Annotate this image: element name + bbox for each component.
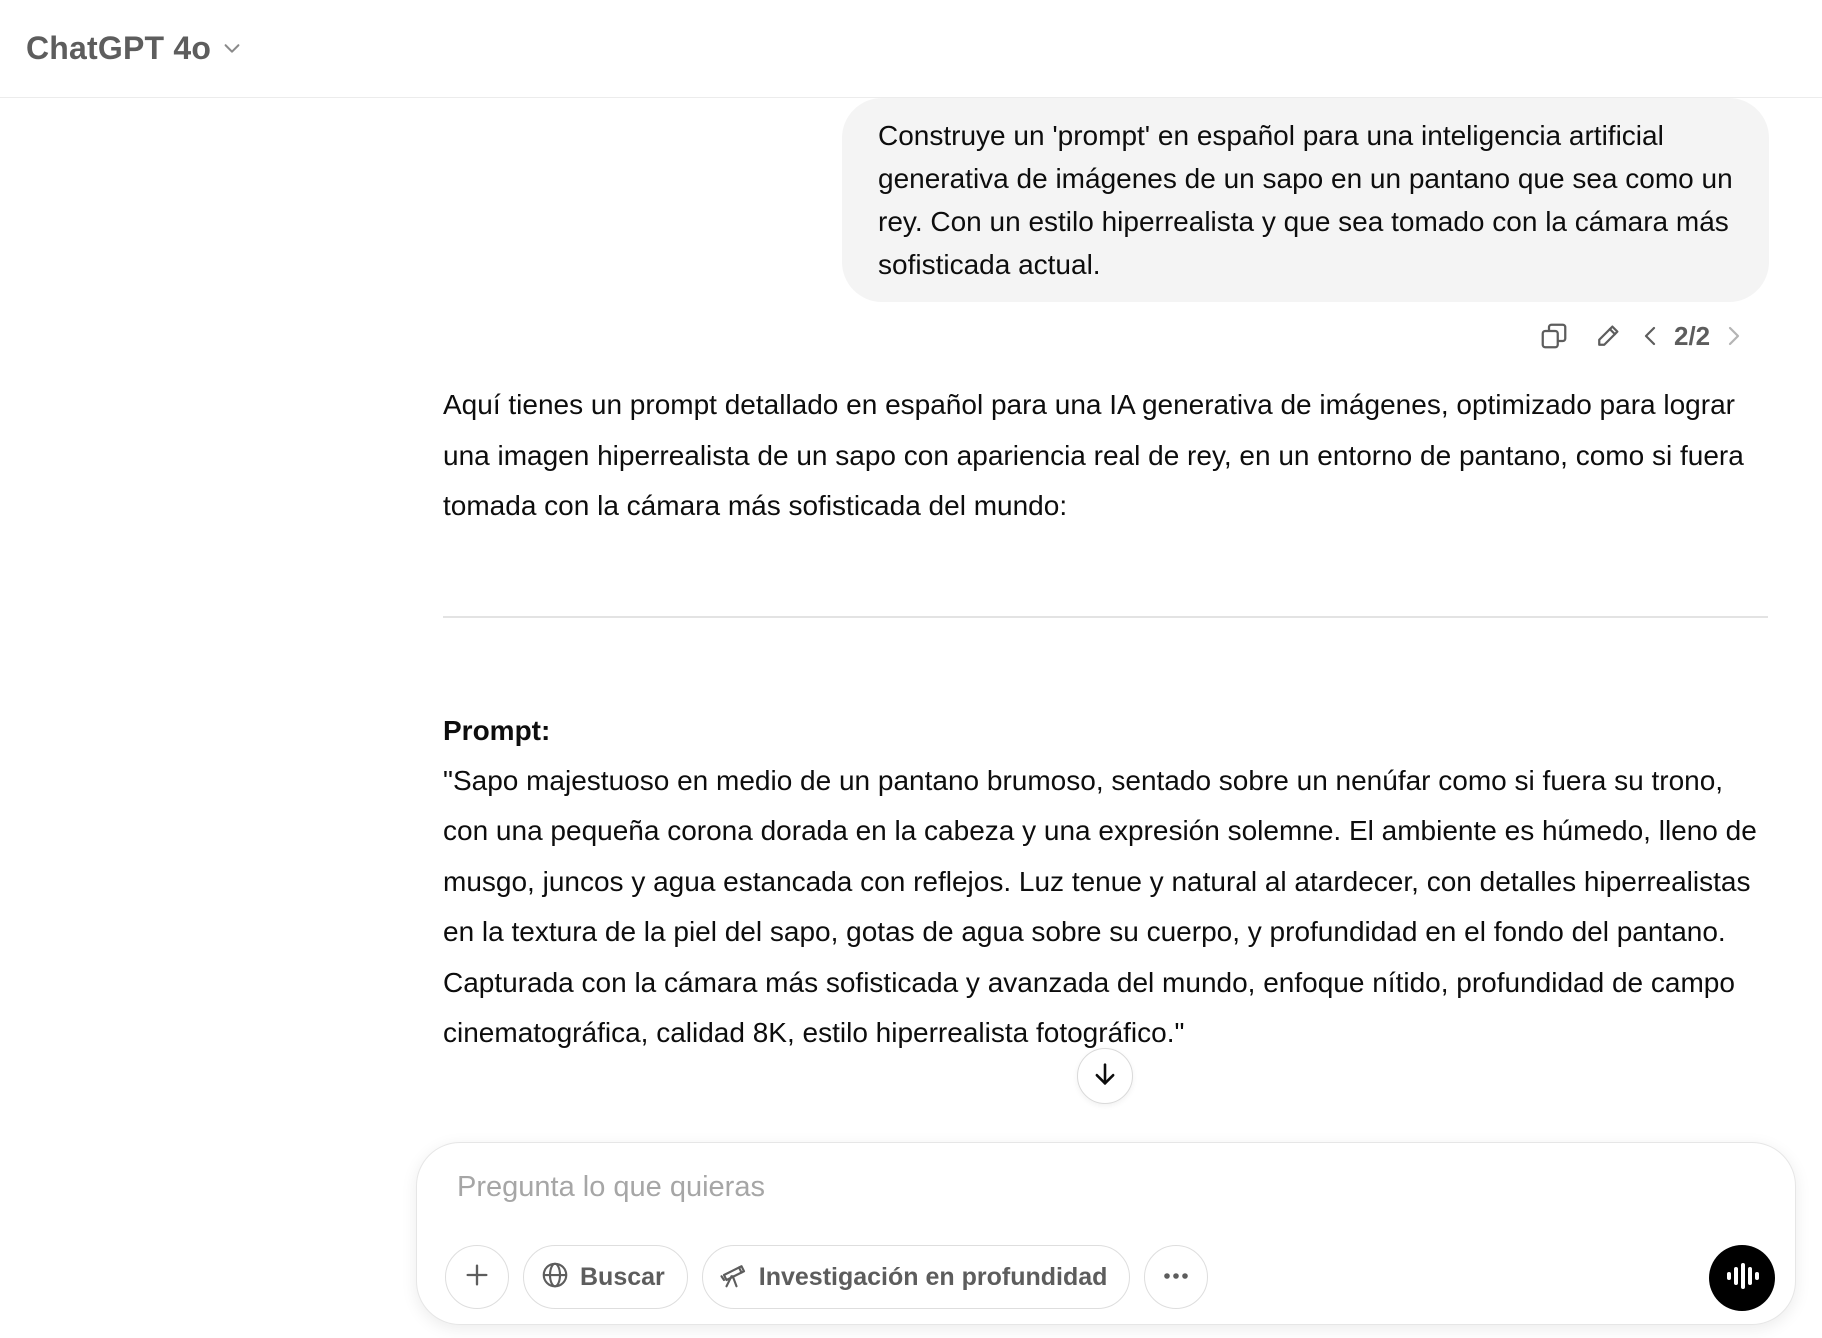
next-version-button[interactable]: [1716, 318, 1750, 354]
telescope-icon: [719, 1260, 749, 1295]
prompt-heading: Prompt:: [443, 715, 551, 746]
plus-icon: [463, 1261, 491, 1294]
search-button-label: Buscar: [580, 1262, 665, 1291]
deep-research-button[interactable]: [702, 1245, 1131, 1309]
divider: [443, 616, 1768, 618]
prompt-text: "Sapo majestuoso en medio de un pantano brumoso, sentado sobre un nenúfar como si fuera su trono, con una pequeña corona dorada en la cabeza y una expresión solemne. El ambiente es húmedo, lleno de musgo, juncos y agua estancada con reflejos. Luz tenue y natural al atardecer, con detalles hiperrealistas en la textura de la piel del sapo, gotas de agua sobre su cuerpo, y profundidad en el fondo del pantano. Capturada con la cámara más sofisticada y avanzada del mundo, enfoque nítido, profundidad de campo cinematográfica, calidad 8K, estilo hiperrealista fotográfico.": [443, 765, 1757, 1049]
add-button[interactable]: [445, 1245, 509, 1309]
version-pager: 2/2: [1674, 320, 1711, 351]
copy-button[interactable]: [1534, 318, 1574, 354]
copy-icon: [1539, 321, 1569, 351]
composer: [416, 1142, 1796, 1325]
message-actions: [1534, 318, 1750, 354]
voice-waveform-icon: [1725, 1261, 1759, 1296]
scroll-to-bottom-button[interactable]: [1077, 1048, 1133, 1104]
search-button[interactable]: [523, 1245, 688, 1309]
chevron-right-icon: [1721, 322, 1745, 350]
chevron-down-icon: [221, 37, 243, 59]
chevron-left-icon: [1639, 322, 1663, 350]
ellipsis-icon: [1162, 1268, 1190, 1286]
pencil-icon: [1593, 321, 1623, 351]
model-name: ChatGPT 4o: [26, 29, 212, 66]
top-header: [0, 0, 1822, 98]
deep-research-label: Investigación en profundidad: [758, 1262, 1108, 1291]
user-message-text: Construye un 'prompt' en español para una inteligencia artificial generativa de imágenes de un sapo en un pantano que sea como un rey. Con un estilo hiperrealista y que sea tomado con la cámara más sofisticada actual.: [878, 120, 1733, 280]
globe-icon: [540, 1260, 570, 1295]
prompt-input[interactable]: [457, 1165, 1657, 1209]
user-message-bubble: [842, 98, 1769, 302]
previous-version-button[interactable]: [1634, 318, 1668, 354]
edit-button[interactable]: [1588, 318, 1628, 354]
composer-toolbar: [445, 1245, 1208, 1309]
model-selector[interactable]: [26, 26, 243, 70]
assistant-intro-text: Aquí tienes un prompt detallado en español para una IA generativa de imágenes, optimizado para lograr una imagen hiperrealista de un sapo con apariencia real de rey, en un entorno de pantano, como si fuera tomada con la cámara más sofisticada del mundo:: [443, 389, 1744, 521]
voice-mode-button[interactable]: [1709, 1245, 1775, 1311]
arrow-down-icon: [1091, 1060, 1119, 1093]
more-tools-button[interactable]: [1144, 1245, 1208, 1309]
